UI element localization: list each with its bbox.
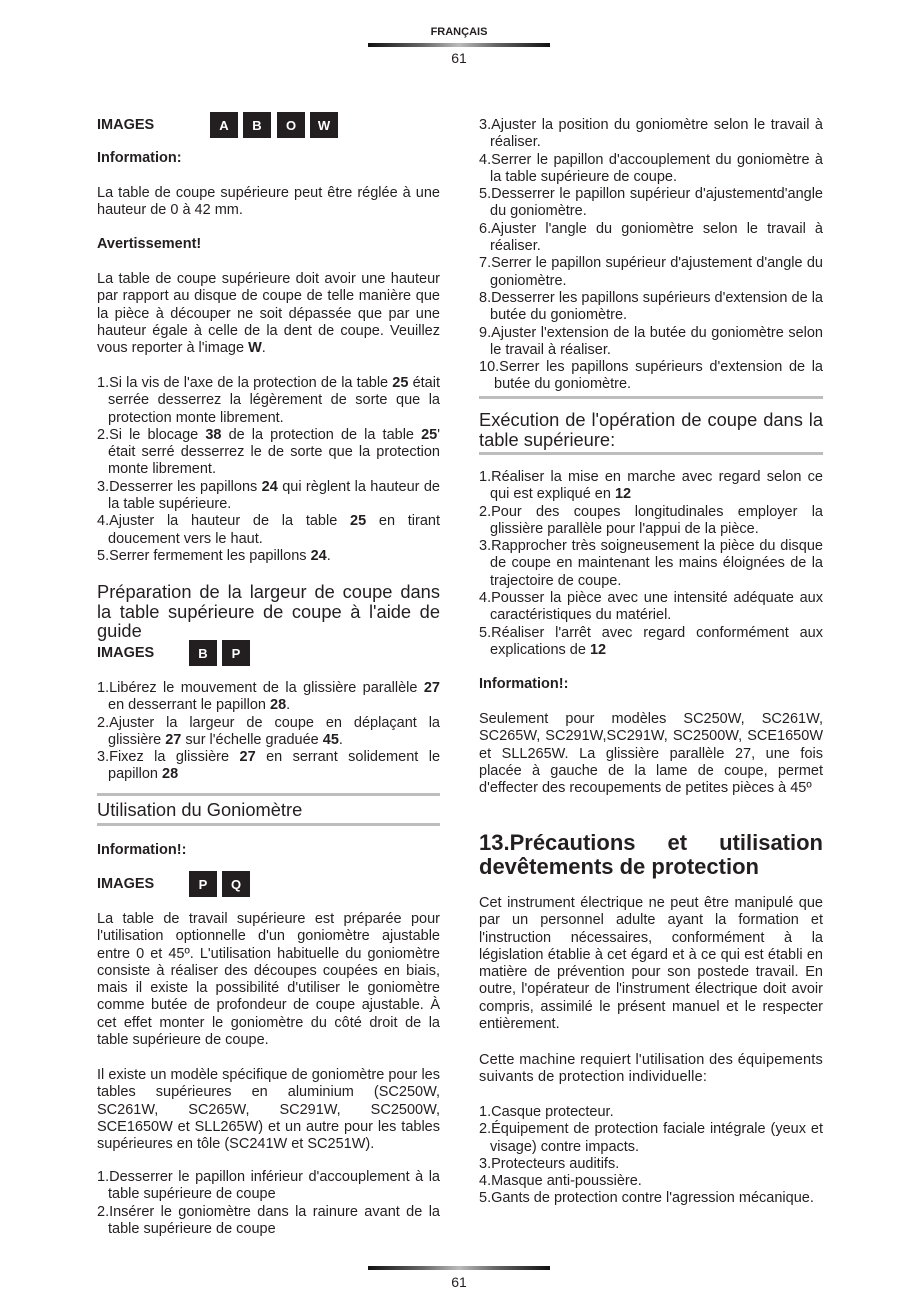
info-models-paragraph: Seulement pour modèles SC250W, SC261W, SC265W, SC291W,SC291W, SC2500W, SCE1650W et SLL265W. La glissière parallèle 27, une fois placée à gauche de la lame de coupe, permet d'effecter des recoupements de petites pièces à 45º xyxy=(479,711,823,797)
text-run: . xyxy=(338,731,343,748)
list-item xyxy=(97,513,440,548)
text-run: 1.Réaliser la mise en marche avec regard selon ce qui est expliqué en xyxy=(479,469,823,503)
reference-number: 25 xyxy=(392,375,409,391)
section-heading-preparation: Préparation de la largeur de coupe dans la table supérieure de coupe à l'aide de guide xyxy=(97,581,440,641)
section-rule xyxy=(97,793,440,796)
section-heading-goniometre: Utilisation du Goniomètre xyxy=(97,799,303,820)
list-item: 1.Casque protecteur. xyxy=(479,1104,614,1120)
section-rule xyxy=(479,396,823,399)
info-paragraph: La table de coupe supérieure peut être réglée à une hauteur de 0 à 42 mm. xyxy=(97,185,440,219)
text-run: . xyxy=(326,547,331,564)
warning-label: Avertissement! xyxy=(97,236,202,252)
protection-equipment-list xyxy=(479,1104,823,1208)
images-row-bp xyxy=(97,640,440,666)
text-run: était serrée desserrez la légèrement de sorte que la protection monte librement. xyxy=(108,375,440,426)
text-run: . xyxy=(261,340,266,357)
reference-number: 27 xyxy=(239,749,256,766)
language-header: FRANÇAIS xyxy=(430,26,488,38)
protection-intro-paragraph: Cette machine requiert l'utilisation des équipements suivants de protection individuelle: xyxy=(479,1052,823,1086)
reference-number: W xyxy=(248,340,262,357)
execution-steps-list xyxy=(479,469,823,659)
section-rule xyxy=(479,452,823,455)
section-heading-execution: Exécution de l'opération de coupe dans la table supérieure: xyxy=(479,409,823,450)
precautions-paragraph: Cet instrument électrique ne peut être manipulé que par un personnel adulte ayant la formation et l'instruction nécessaires, conformément à la législation établie à cet égard et à ce qui est établi en matière de prévention pour son postede travail. En outre, l'opérateur de l'instrument électrique doit avoir compris, assimilé le présent manuel et le respecter entièrement. xyxy=(479,895,823,1033)
width-steps-list xyxy=(97,680,440,784)
image-badge: P xyxy=(189,871,217,897)
text-run: en desserrant le papillon xyxy=(108,697,271,714)
text-run: . xyxy=(286,697,291,714)
list-item xyxy=(479,590,823,625)
text-run: 5.Réaliser l'arrêt avec regard conformément aux explications de xyxy=(479,624,823,658)
info-label: Information!: xyxy=(97,842,187,858)
text-run: 2.Ajuster la largeur de coupe en déplaçant la glissière xyxy=(97,714,440,748)
header-rule xyxy=(368,43,550,47)
list-item: 5.Gants de protection contre l'agression mécanique. xyxy=(479,1190,814,1207)
text-run: sur l'échelle graduée xyxy=(181,731,323,748)
warning-paragraph xyxy=(97,271,440,357)
reference-number: 38 xyxy=(205,426,222,443)
text-run: 3.Fixez la glissière xyxy=(97,749,240,766)
text-run: 3.Desserrer les papillons xyxy=(97,478,262,495)
text-run: ' était serré desserrez le de sorte que la protection monte librement. xyxy=(108,426,440,478)
text-run: 1.Libérez le mouvement de la glissière parallèle xyxy=(97,680,424,696)
list-item xyxy=(97,427,440,479)
list-item: 3.Ajuster la position du goniomètre selon le travail à réaliser. xyxy=(479,117,823,151)
list-item: 4.Masque anti-poussière. xyxy=(479,1173,642,1190)
reference-number: 45 xyxy=(322,731,339,748)
page-number-top: 61 xyxy=(451,50,467,66)
list-item: 3.Protecteurs auditifs. xyxy=(479,1155,620,1172)
images-label: IMAGES xyxy=(97,876,155,892)
image-badge: Q xyxy=(222,871,250,897)
reference-number: 25 xyxy=(350,513,367,530)
image-badge: P xyxy=(222,640,250,666)
list-item: 1.Desserrer le papillon inférieur d'accouplement à la table supérieure de coupe xyxy=(97,1169,440,1203)
list-item: 2.Insérer le goniomètre dans la rainure avant de la table supérieure de coupe xyxy=(97,1203,440,1237)
page-number-bottom: 61 xyxy=(451,1274,467,1290)
section-rule xyxy=(97,823,440,826)
text-run: 5.Serrer fermement les papillons xyxy=(97,547,311,564)
text-run: 2.Pour des coupes longitudinales employer la glissière parallèle pour l'appui de la pièce. xyxy=(479,503,823,537)
list-item: 6.Ajuster l'angle du goniomètre selon le travail à réaliser. xyxy=(479,220,823,255)
reference-number: 24 xyxy=(310,547,327,564)
text-run: de la protection de la table xyxy=(221,426,422,443)
height-steps-list xyxy=(97,375,440,565)
list-item xyxy=(479,625,823,660)
list-item xyxy=(479,469,823,504)
images-label: IMAGES xyxy=(97,645,155,661)
images-label: IMAGES xyxy=(97,117,155,133)
reference-number: 27 xyxy=(423,680,440,696)
text-run: en tirant doucement vers le haut. xyxy=(108,513,441,547)
section-heading-13: 13.Précautions et utilisation devêtements de protection xyxy=(479,830,823,879)
text-run: 3.Rapprocher très soigneusement la pièce du disque de coupe en maintenant les mains éloignées de la trajectoire de coupe. xyxy=(479,538,823,589)
image-badge: B xyxy=(189,640,217,666)
goniometre-steps-list xyxy=(97,1169,440,1238)
goniometre-paragraph: La table de travail supérieure est préparée pour l'utilisation optionnelle d'un goniomètre ajustable entre 0 et 45º. L'utilisation habituelle du goniomètre consiste à réaliser des découpes coupées en biais, mais il existe la possibilité d'utiliser le goniomètre comme butée de profondeur de coupe ajustable. À cet effet monter le goniomètre du côté droit de la table supérieure de coupe. xyxy=(97,911,440,1049)
reference-number: 12 xyxy=(589,641,607,658)
list-item: 4.Serrer le papillon d'accouplement du goniomètre à la table supérieure de coupe. xyxy=(479,151,823,185)
info-label: Information!: xyxy=(479,676,569,692)
images-row-abow xyxy=(97,112,440,138)
list-item xyxy=(97,715,440,750)
list-item: 2.Équipement de protection faciale intégrale (yeux et visage) contre impacts. xyxy=(479,1121,823,1155)
list-item xyxy=(97,749,440,784)
list-item xyxy=(97,375,440,427)
reference-number: 28 xyxy=(162,766,179,783)
image-badge: W xyxy=(310,112,338,138)
text-run: 2.Si le blocage xyxy=(97,426,206,443)
goniometre-models-paragraph: Il existe un modèle spécifique de goniomètre pour les tables supérieures en aluminium (SC250W, SC261W, SC265W, SC291W, SC2500W, SCE1650W et SLL265W) et un autre pour les tables supérieures en tôle (SC241W et SC251W). xyxy=(97,1067,440,1153)
reference-number: 27 xyxy=(165,731,182,748)
list-item: 8.Desserrer les papillons supérieurs d'extension de la butée du goniomètre. xyxy=(479,289,823,324)
reference-number: 24 xyxy=(261,478,278,495)
text-run: 4.Pousser la pièce avec une intensité adéquate aux caractéristiques du matériel. xyxy=(479,590,823,624)
reference-number: 25 xyxy=(421,426,438,443)
list-item: 10.Serrer les papillons supérieurs d'extension de la butée du goniomètre. xyxy=(479,359,823,393)
images-row-pq xyxy=(97,871,440,897)
list-item xyxy=(97,548,440,565)
list-item: 5.Desserrer le papillon supérieur d'ajustementd'angle du goniomètre. xyxy=(479,186,823,220)
text-run: en serrant solidement le papillon xyxy=(108,749,441,783)
list-item xyxy=(97,680,440,715)
list-item: 9.Ajuster l'extension de la butée du goniomètre selon le travail à réaliser. xyxy=(479,324,823,358)
image-badge: B xyxy=(243,112,271,138)
reference-number: 12 xyxy=(614,486,632,503)
list-item xyxy=(97,479,440,514)
list-item: 7.Serrer le papillon supérieur d'ajustement d'angle du goniomètre. xyxy=(479,255,823,289)
goniometre-steps-list-cont xyxy=(479,117,823,394)
info-label: Information: xyxy=(97,150,182,166)
reference-number: 28 xyxy=(270,697,287,714)
list-item xyxy=(479,504,823,539)
footer-rule xyxy=(368,1266,550,1270)
image-badge: O xyxy=(277,112,305,138)
text-run: 4.Ajuster la hauteur de la table xyxy=(97,513,351,530)
text-run: qui règlent la hauteur de la table supérieure. xyxy=(108,478,441,513)
image-badge: A xyxy=(210,112,238,138)
list-item xyxy=(479,538,823,590)
text-run: La table de coupe supérieure doit avoir une hauteur par rapport au disque de coupe de telle manière que la pièce à découper ne soit dépassée que par une hauteur égale à celle de la dent de coupe. Veuillez vous reporter à l'image xyxy=(97,271,440,357)
text-run: 1.Si la vis de l'axe de la protection de la table xyxy=(97,375,393,391)
